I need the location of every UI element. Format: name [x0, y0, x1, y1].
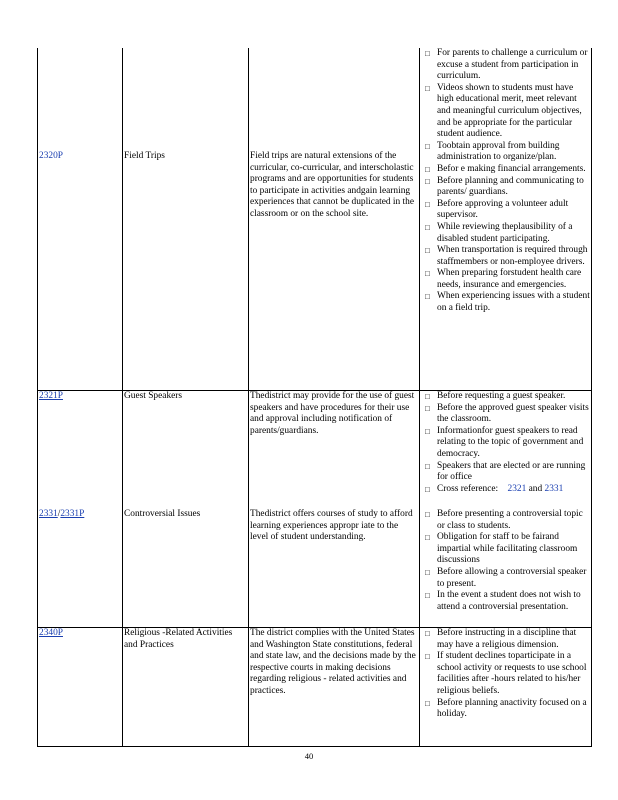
table-row — [38, 391, 592, 510]
policy-description: The district complies with the United States and Washington State constitutions, federal and state law, and the decisions made by the respective courts in making decisions regarding religious - related activities and practices. — [250, 628, 416, 696]
policy-code-link[interactable]: 2321P — [39, 391, 63, 401]
bullet-list — [421, 509, 590, 613]
table-row — [38, 509, 592, 628]
policy-description-cell — [249, 391, 420, 510]
bullet-list — [421, 628, 590, 721]
bullet-glyph-icon: □ — [425, 591, 430, 601]
policy-description-cell — [249, 48, 420, 391]
policy-description: Thedistrict may provide for the use of guest speakers and have procedures for their use and approval including notification of parents/guardians. — [250, 391, 415, 436]
policy-code-link[interactable]: 2331P — [60, 509, 85, 519]
policy-code-link[interactable]: 2340P — [39, 628, 63, 638]
policy-code-link[interactable]: 2331 — [39, 509, 58, 519]
list-item: □ Informationfor guest speakers to read relating to the topic of government and democracy. — [425, 425, 584, 459]
bullet-glyph-icon: □ — [425, 176, 430, 186]
policy-code: 2320P — [39, 151, 63, 161]
list-item: □ When transportation is required through staffmembers or non-employee drivers. — [425, 245, 588, 267]
list-item: □ Videos shown to students must have high educational merit, meet relevant and meaningful curriculum objectives, and be appropriate for the particular student audience. — [425, 82, 582, 140]
list-item: □ Before allowing a controversial speaker to present. — [425, 566, 587, 589]
list-item: □ In the event a student does not wish to attend a controversial presentation. — [425, 590, 581, 612]
table-row — [38, 628, 592, 747]
bullet-glyph-icon: □ — [425, 83, 430, 93]
cross-reference-joiner: and — [528, 483, 543, 494]
policy-name-cell — [123, 509, 249, 628]
list-item: □ If student declines toparticipate in a school activity or requests to use school facilities after -hours related to his/her religious beliefs. — [425, 651, 587, 696]
bullet-glyph-icon: □ — [425, 403, 430, 413]
policy-name-cell — [123, 48, 249, 391]
policy-code-cell — [38, 628, 123, 747]
bullet-glyph-icon: □ — [425, 222, 430, 232]
policy-code-cell — [38, 391, 123, 510]
policy-description: Field trips are natural extensions of the curricular, co-curricular, and interscholastic programs and are opportunities for students to participate in activities andgain learning experiences that cannot be duplicated in the classroom or on the school site. — [250, 151, 414, 219]
policy-name: Religious -Related Activities and Practices — [124, 628, 233, 650]
list-item: □ Speakers that are elected or are running for office — [425, 460, 586, 483]
policy-bullets-cell — [420, 48, 592, 391]
bullet-glyph-icon: □ — [425, 567, 430, 577]
policy-description-cell — [249, 628, 420, 747]
bullet-glyph-icon: □ — [425, 292, 430, 302]
table-row — [38, 48, 592, 391]
policy-description: Thedistrict offers courses of study to afford learning experiences appropr iate to the level of student understanding. — [250, 509, 413, 543]
list-item: □ When preparing forstudent health care needs, insurance and emergencies. — [425, 268, 582, 290]
bullet-list — [421, 48, 590, 315]
policy-name-cell — [123, 391, 249, 510]
bullet-glyph-icon: □ — [425, 484, 430, 494]
list-item: □ Before approving a volunteer adult supervisor. — [425, 198, 569, 221]
bullet-glyph-icon: □ — [425, 164, 430, 174]
bullet-glyph-icon: □ — [425, 49, 430, 58]
bullet-glyph-icon: □ — [425, 461, 430, 471]
bullet-glyph-icon: □ — [425, 698, 430, 708]
list-item: □ Toobtain approval from building administration to organize/plan. — [425, 140, 560, 163]
bullet-glyph-icon: □ — [425, 510, 430, 519]
policy-table — [37, 48, 592, 747]
policy-code-cell — [38, 48, 123, 391]
policy-bullets-cell — [420, 509, 592, 628]
bullet-glyph-icon: □ — [425, 269, 430, 279]
list-item: □ For parents to challenge a curriculum or excuse a student from participation in curriculum. — [425, 48, 588, 82]
policy-code-cell — [38, 509, 123, 628]
policy-description-cell — [249, 509, 420, 628]
bullet-list — [421, 391, 590, 495]
list-item: □ Befor e making financial arrangements. — [425, 163, 586, 174]
bullet-glyph-icon: □ — [425, 392, 430, 401]
cross-reference-link[interactable]: 2321 — [507, 483, 527, 494]
list-item: □ Before planning anactivity focused on a holiday. — [425, 697, 587, 720]
cross-reference-link[interactable]: 2331 — [544, 483, 564, 494]
list-item: □ While reviewing theplausibility of a disabled student participating. — [425, 221, 573, 244]
policy-name-cell — [123, 628, 249, 747]
policy-name: Field Trips — [124, 151, 165, 161]
cross-reference — [421, 484, 590, 496]
bullet-glyph-icon: □ — [425, 426, 430, 436]
bullet-glyph-icon: □ — [425, 246, 430, 256]
policy-name: Controversial Issues — [124, 509, 201, 519]
list-item: □ Before requesting a guest speaker. — [425, 391, 566, 401]
list-item: □ Before presenting a controversial topic or class to students. — [425, 509, 583, 531]
bullet-glyph-icon: □ — [425, 141, 430, 151]
bullet-glyph-icon: □ — [425, 199, 430, 209]
policy-code-separator: / — [57, 509, 61, 519]
bullet-glyph-icon: □ — [425, 533, 430, 543]
policy-bullets-cell — [420, 391, 592, 510]
policy-bullets-cell — [420, 628, 592, 747]
list-item: □ Before the approved guest speaker visits the classroom. — [425, 402, 589, 425]
bullet-glyph-icon: □ — [425, 652, 430, 662]
bullet-glyph-icon: □ — [425, 629, 430, 638]
cross-reference-label: Cross reference: — [437, 483, 499, 494]
list-item: □ When experiencing issues with a student on a field trip. — [425, 291, 590, 314]
list-item: □ Before instructing in a discipline that may have a religious dimension. — [425, 628, 577, 650]
list-item: □ Obligation for staff to be fairand impartial while facilitating classroom discussions — [425, 532, 578, 566]
page-number: 40 — [304, 751, 314, 761]
list-item: □ Before planning and communicating to parents/ guardians. — [425, 175, 584, 198]
policy-name: Guest Speakers — [124, 391, 183, 401]
